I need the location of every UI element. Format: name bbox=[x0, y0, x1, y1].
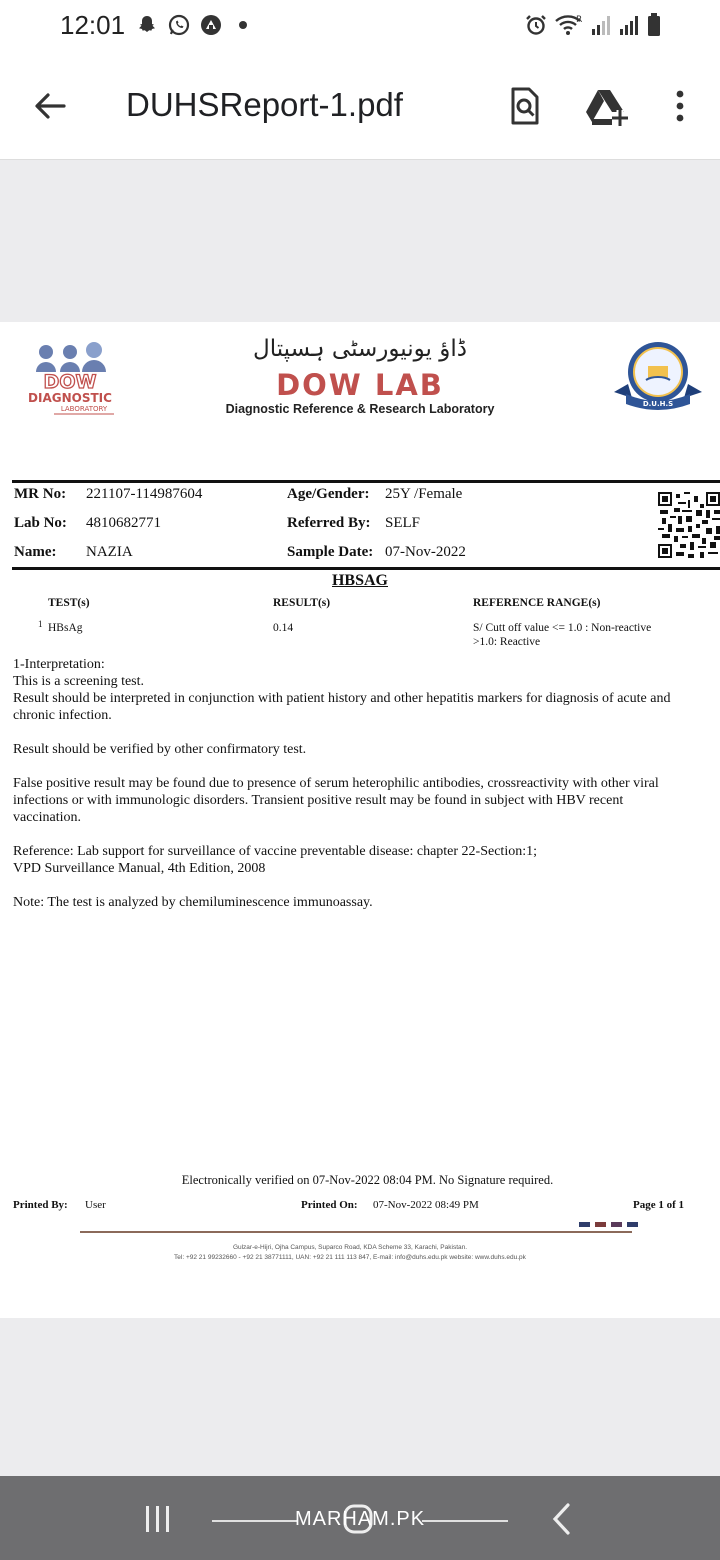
square bbox=[595, 1222, 606, 1227]
sample-date-value: 07-Nov-2022 bbox=[385, 544, 466, 560]
lab-label: Lab No: bbox=[14, 515, 67, 531]
watermark-text: MARHAM.PK bbox=[294, 1508, 426, 1530]
mr-value: 221107-114987604 bbox=[86, 486, 203, 502]
interpretation bbox=[13, 656, 713, 928]
interp-false-positive: False positive result may be found due to presence of serum heterophilic antibodies, crossreactivity with other viral bbox=[13, 776, 659, 791]
age-label: Age/Gender: bbox=[287, 486, 370, 502]
info-row-3 bbox=[14, 544, 654, 566]
left-logo-line2: DIAGNOSTIC bbox=[28, 391, 112, 405]
info-row-2 bbox=[14, 515, 654, 537]
brand-subtitle: Diagnostic Reference & Research Laboratory bbox=[225, 402, 495, 416]
printed-on-value: 07-Nov-2022 08:49 PM bbox=[373, 1199, 479, 1211]
printed-by-label: Printed By: bbox=[13, 1199, 68, 1211]
header-test: TEST(s) bbox=[48, 597, 90, 609]
interp-line: Result should be interpreted in conjunction with patient history and other hepatitis markers for diagnosis of acute and bbox=[13, 691, 671, 706]
reference-range-line2: >1.0: Reactive bbox=[473, 636, 541, 648]
interp-verify: Result should be verified by other confirmatory test. bbox=[13, 742, 307, 757]
dow-diagnostic-logo bbox=[14, 340, 126, 420]
sample-date-label: Sample Date: bbox=[287, 544, 374, 560]
square bbox=[627, 1222, 638, 1227]
reference-range-line1: S/ Cutt off value <= 1.0 : Non-reactive bbox=[473, 622, 652, 634]
add-to-drive-icon[interactable] bbox=[584, 84, 630, 128]
interp-line: chronic infection. bbox=[13, 708, 112, 723]
referred-label: Referred By: bbox=[287, 515, 371, 531]
header-rule-top bbox=[12, 480, 720, 483]
test-name: HBsAg bbox=[48, 622, 83, 634]
name-label: Name: bbox=[14, 544, 57, 560]
duhs-seal-logo bbox=[610, 340, 706, 416]
wifi-icon bbox=[554, 12, 584, 38]
pdf-page bbox=[0, 322, 720, 1318]
notification-icons bbox=[135, 13, 247, 37]
interp-false-positive: vaccination. bbox=[13, 810, 82, 825]
printed-on-label: Printed On: bbox=[301, 1199, 358, 1211]
recent-apps-icon[interactable] bbox=[138, 1502, 178, 1536]
signal-icon-1 bbox=[590, 13, 612, 37]
interp-note: Note: The test is analyzed by chemiluminescence immunoassay. bbox=[13, 895, 373, 910]
address-line2: Tel: +92 21 99232660 - +92 21 38771111, UAN: +92 21 111 113 847, E-mail: info@duhs.edu.pk website: www.duhs.edu.pk bbox=[174, 1254, 526, 1261]
square bbox=[611, 1222, 622, 1227]
info-row-1 bbox=[14, 486, 654, 508]
interp-false-positive: infections or with immunologic disorders. Transient positive result may be found in subject with HBV recent bbox=[13, 793, 624, 808]
interp-heading: 1-Interpretation: bbox=[13, 657, 105, 672]
app-notification-icon bbox=[199, 13, 223, 37]
left-logo-line1: DOW bbox=[43, 371, 97, 393]
alarm-icon bbox=[524, 13, 548, 37]
age-value: 25Y /Female bbox=[385, 486, 463, 502]
search-document-icon[interactable] bbox=[504, 84, 544, 128]
document-title: DUHSReport-1.pdf bbox=[126, 86, 403, 123]
right-logo-text: D.U.H.S bbox=[642, 400, 674, 408]
header-rule-bottom bbox=[12, 567, 720, 570]
left-logo-line3: LABORATORY bbox=[60, 405, 108, 413]
address-line1: Gulzar-e-Hijri, Ojha Campus, Suparco Road, KDA Scheme 33, Karachi, Pakistan. bbox=[232, 1244, 468, 1251]
test-result: 0.14 bbox=[273, 622, 294, 634]
row-index: 1 bbox=[38, 619, 43, 629]
svg-text:R: R bbox=[576, 15, 583, 25]
interp-line: This is a screening test. bbox=[13, 674, 145, 689]
lab-value: 4810682771 bbox=[86, 515, 161, 531]
header-reference: REFERENCE RANGE(s) bbox=[473, 597, 601, 609]
app-bar bbox=[0, 56, 720, 160]
status-bar bbox=[0, 0, 720, 56]
interp-reference: VPD Surveillance Manual, 4th Edition, 2008 bbox=[13, 861, 266, 876]
interp-reference: Reference: Lab support for surveillance of vaccine preventable disease: chapter 22-Section:1; bbox=[13, 844, 537, 859]
battery-icon bbox=[646, 12, 662, 38]
back-arrow-icon[interactable] bbox=[30, 86, 70, 126]
brand-name: DOW LAB bbox=[276, 368, 444, 402]
whatsapp-icon bbox=[167, 13, 191, 37]
section-title: HBSAG bbox=[331, 572, 388, 589]
header-result: RESULT(s) bbox=[273, 597, 331, 609]
signal-icon-2 bbox=[618, 13, 640, 37]
square bbox=[579, 1222, 590, 1227]
page-indicator: Page 1 of 1 bbox=[633, 1199, 685, 1211]
verification-text: Electronically verified on 07-Nov-2022 08:04 PM. No Signature required. bbox=[181, 1173, 554, 1187]
qr-code bbox=[658, 492, 720, 558]
lab-brand bbox=[170, 336, 550, 416]
back-icon[interactable] bbox=[542, 1502, 582, 1536]
printed-by-value: User bbox=[85, 1199, 106, 1211]
more-options-icon[interactable] bbox=[660, 84, 700, 128]
footer-rule bbox=[80, 1231, 632, 1233]
mr-label: MR No: bbox=[14, 486, 67, 502]
referred-value: SELF bbox=[385, 515, 421, 531]
snapchat-icon bbox=[135, 13, 159, 37]
brand-urdu-name: ڈاؤ یونیورسٹی ہسپتال bbox=[253, 336, 467, 362]
status-time: 12:01 bbox=[60, 10, 126, 40]
more-notifications-dot bbox=[239, 21, 247, 29]
system-icons bbox=[524, 12, 662, 38]
decorative-squares bbox=[579, 1222, 638, 1227]
navigation-bar bbox=[0, 1476, 720, 1560]
name-value: NAZIA bbox=[86, 544, 133, 560]
